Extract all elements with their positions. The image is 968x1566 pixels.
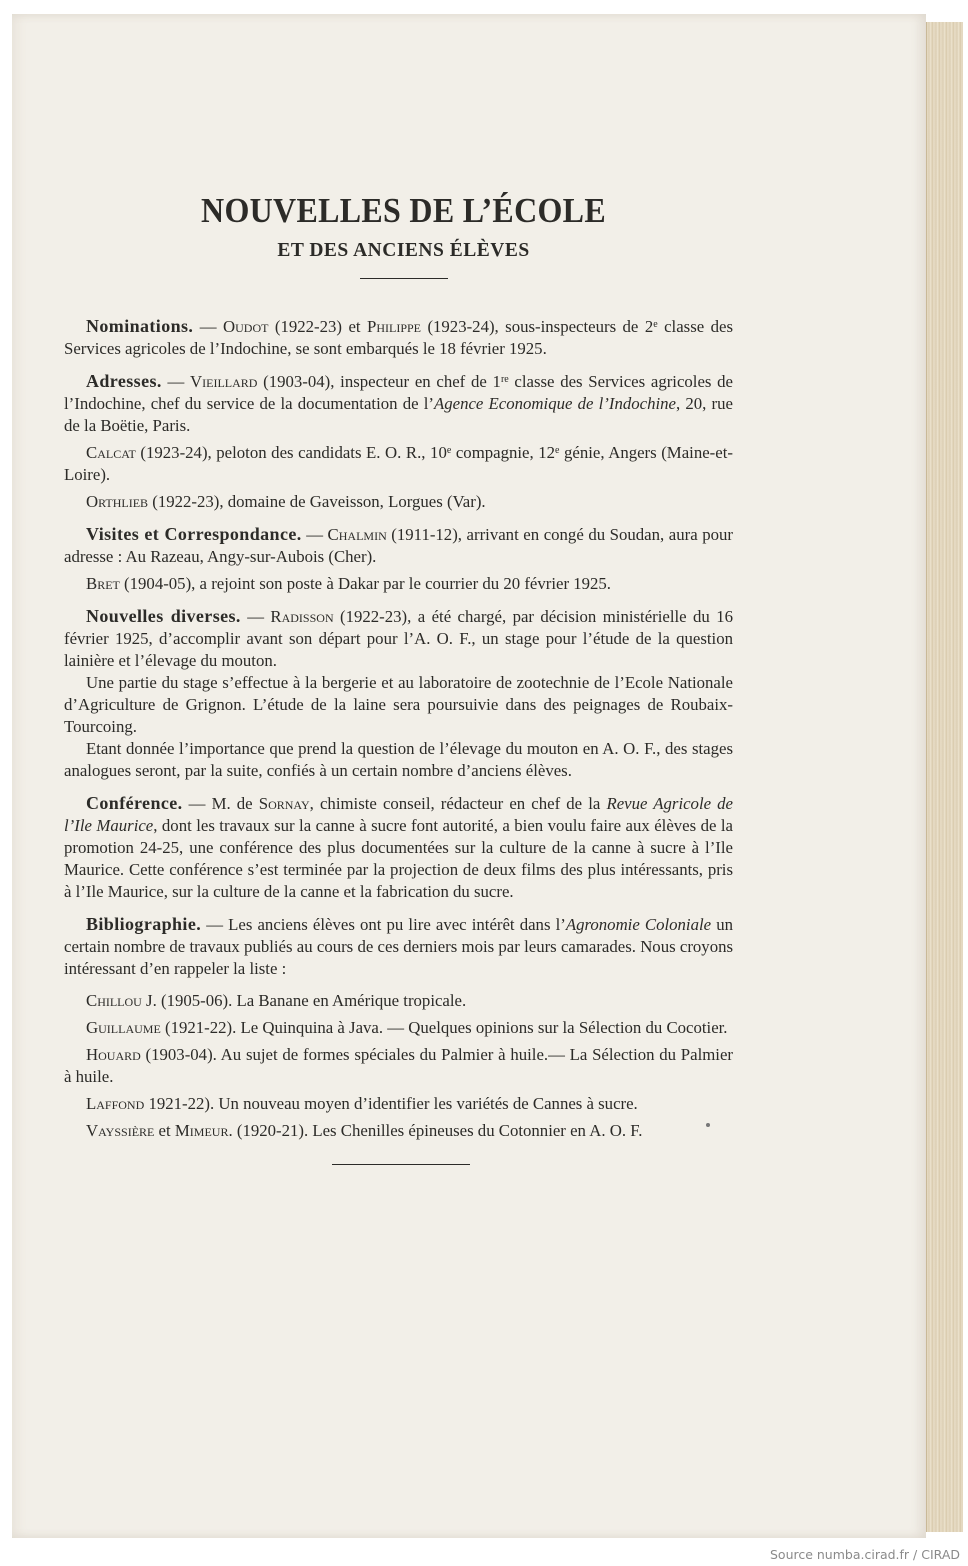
entry-paragraph: Bret (1904-05), a rejoint son poste à Dakar par le courrier du 20 février 1925.: [86, 574, 612, 593]
bibliography-entry: Guillaume (1921-22). Le Quinquina à Java. — Quelques opinions sur la Sélection du Cocotier.: [86, 1018, 728, 1037]
person-name: Laffond: [86, 1094, 145, 1113]
section-heading: Bibliographie.: [86, 914, 202, 934]
source-credit: Source numba.cirad.fr / CIRAD: [769, 1547, 960, 1562]
person-name: Vayssière: [86, 1121, 155, 1140]
page-title: NOUVELLES DE L’ÉCOLE: [201, 190, 606, 230]
section-heading: Nouvelles diverses.: [86, 606, 241, 626]
visites-paragraph: Visites et Correspondance. — Chalmin (1911-12), arrivant en congé du Soudan, aura pour adresse : Au Razeau, Angy-sur-Aubois (Cher).: [64, 524, 733, 566]
page-subtitle: ET DES ANCIENS ÉLÈVES: [277, 240, 530, 261]
bibliography-entry: Houard (1903-04). Au sujet de formes spéciales du Palmier à huile.— La Sélection du Palmier à huile.: [64, 1045, 733, 1086]
person-name: Mimeur: [174, 1121, 229, 1140]
bibliographie-paragraph: Bibliographie. — Les anciens élèves ont pu lire avec intérêt dans l’Agronomie Coloniale un certain nombre de travaux publiés au cours de ces derniers mois par leurs camarades. Nous croyons intéressant d’en rappeler la liste :: [64, 914, 734, 978]
entry-paragraph: Calcat (1923-24), peloton des candidats E. O. R., 10e compagnie, 12e génie, Angers (Maine-et-Loire).: [64, 443, 733, 484]
publication-title: Agence Economique de l’Indochine: [433, 394, 676, 413]
entry-paragraph: Orthlieb (1922-23), domaine de Gaveisson, Lorgues (Var).: [86, 492, 486, 511]
body-paragraph: Etant donnée l’importance que prend la question de l’élevage du mouton en A. O. F., des stages analogues seront, par la suite, confiés à un certain nombre d’anciens élèves.: [64, 739, 733, 780]
nominations-paragraph: Nominations. — Oudot (1922-23) et Philippe (1923-24), sous-inspecteurs de 2e classe des Services agricoles de l’Indochine, se sont embarqués le 18 février 1925.: [64, 316, 733, 358]
person-name: Radisson: [270, 607, 334, 626]
diverses-paragraph: Nouvelles diverses. — Radisson (1922-23), a été chargé, par décision ministérielle du 16 février 1925, d’accomplir avant son départ pour l’A. O. F., un stage pour l’étude de la question lainière et l’élevage du mouton.: [64, 606, 733, 670]
person-name: Houard: [86, 1045, 141, 1064]
publication-title: Agronomie Coloniale: [565, 915, 712, 934]
bibliography-entry: Chillou J. (1905-06). La Banane en Amérique tropicale.: [86, 991, 467, 1010]
bibliography-entry: Laffond 1921-22). Un nouveau moyen d’identifier les variétés de Cannes à sucre.: [86, 1094, 638, 1113]
person-name: Chillou: [86, 991, 142, 1010]
section-heading: Visites et Correspondance.: [86, 524, 302, 544]
bibliography-entry: Vayssière et Mimeur. (1920-21). Les Chenilles épineuses du Cotonnier en A. O. F.: [86, 1121, 643, 1140]
person-name: Bret: [86, 574, 120, 593]
person-name: Oudot: [223, 317, 269, 336]
person-name: Philippe: [367, 317, 421, 336]
title-rule: [360, 278, 448, 279]
section-heading: Nominations.: [86, 316, 194, 336]
adresses-paragraph: Adresses. — Vieillard (1903-04), inspecteur en chef de 1re classe des Services agricoles de l’Indochine, chef du service de la documentation de l’Agence Economique de l’Indochine, 20, rue de la Boëtie, Paris.: [64, 371, 733, 435]
page-edges: [926, 22, 963, 1532]
person-name: Orthlieb: [86, 492, 149, 511]
section-heading: Conférence.: [86, 793, 183, 813]
article-column: [64, 190, 733, 1165]
person-name: Vieillard: [190, 372, 258, 391]
person-name: Sornay: [258, 794, 310, 813]
closing-rule: [332, 1164, 470, 1165]
body-paragraph: Une partie du stage s’effectue à la bergerie et au laboratoire de zootechnie de l’Ecole Nationale d’Agriculture de Grignon. L’étude de la laine sera poursuivie dans des peignages de Roubaix-Tourcoing.: [64, 673, 733, 736]
person-name: Calcat: [86, 443, 136, 462]
person-name: Chalmin: [327, 525, 387, 544]
conference-paragraph: Conférence. — M. de Sornay, chimiste conseil, rédacteur en chef de la Revue Agricole de l’Ile Maurice, dont les travaux sur la canne à sucre font autorité, a bien voulu faire aux élèves de la promotion 24-25, une conférence des plus documentées sur la culture de la canne à sucre à l’Ile Maurice. Cette conférence s’est terminée par la projection de deux films des plus intéressants, pris à l’Ile Maurice, sur la culture de la canne et la fabrication du sucre.: [64, 793, 734, 901]
section-heading: Adresses.: [86, 371, 162, 391]
person-name: Guillaume: [86, 1018, 161, 1037]
publication-title: Revue Agricole de l’Ile Maurice: [64, 794, 734, 835]
